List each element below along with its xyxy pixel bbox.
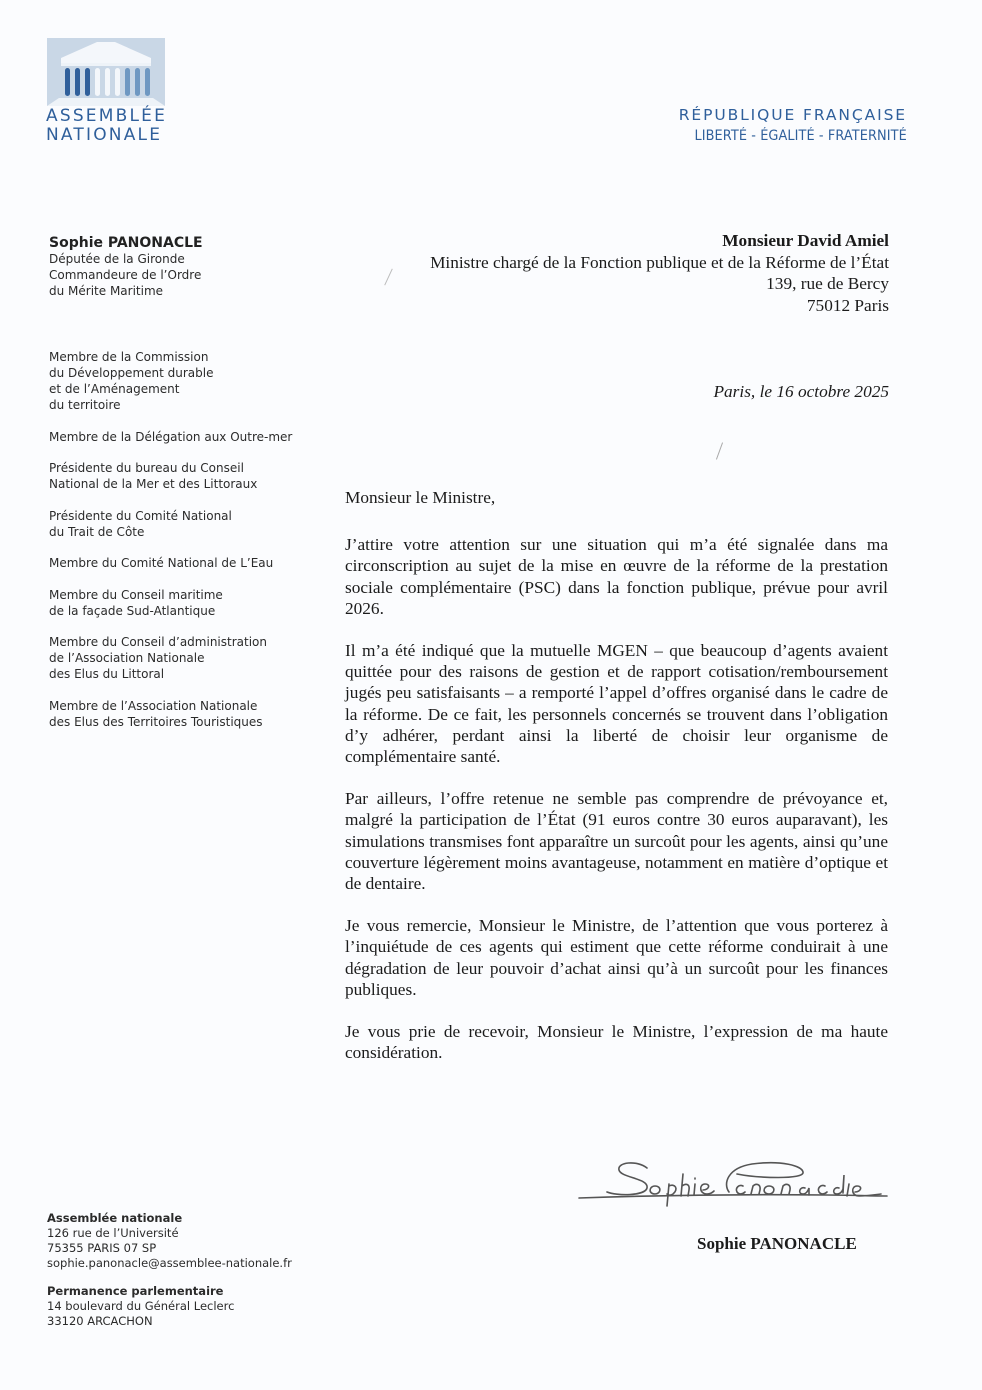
sender-name: Sophie PANONACLE: [49, 235, 203, 251]
footer-addresses: [47, 1211, 347, 1329]
sender-role: Membre du Conseil maritime de la façade Sud-Atlantique: [49, 587, 223, 618]
scan-mark: [716, 442, 723, 459]
recipient-city: 75012 Paris: [806, 295, 889, 315]
sender-role: Membre de la Commission du Développement durable et de l’Aménagement du territoire: [49, 350, 214, 412]
office-email[interactable]: sophie.panonacle@assemblee-nationale.fr: [47, 1256, 292, 1270]
paragraph: Je vous remercie, Monsieur le Ministre, de l’attention que vous porterez à l’inquiétude de ces agents qui estiment que cette réforme conduirait à une dégradation de leur pouvoir d’achat ainsi qu’à un surcoût pour les finances publiques.: [345, 916, 888, 999]
paragraph: Je vous prie de recevoir, Monsieur le Ministre, l’expression de ma haute considération.: [345, 1022, 888, 1063]
sender-title: du Mérite Maritime: [49, 284, 164, 298]
sender-role: Présidente du Comité National du Trait de Côte: [49, 508, 232, 539]
sender-role: Membre du Conseil d’administration de l’Association Nationale des Elus du Littoral: [49, 635, 267, 681]
republic-title: RÉPUBLIQUE FRANÇAISE: [678, 106, 907, 124]
signer-name: Sophie PANONACLE: [697, 1234, 857, 1253]
office-address-line: 126 rue de l’Université: [47, 1226, 179, 1240]
recipient-title: Ministre chargé de la Fonction publique et de la Réforme de l’État: [430, 252, 889, 272]
sender-role: Membre de la Délégation aux Outre-mer: [49, 429, 293, 444]
sender-title: Députée de la Gironde: [49, 252, 185, 266]
republic-motto: LIBERTÉ - ÉGALITÉ - FRATERNITÉ: [694, 128, 907, 144]
letter-body: [345, 487, 888, 1084]
office-address-line: 75355 PARIS 07 SP: [47, 1241, 157, 1255]
sender-roles-list: [49, 349, 339, 745]
handwritten-signature: [577, 1140, 892, 1210]
sender-title: Commandeure de l’Ordre: [49, 268, 202, 282]
scan-mark: [384, 269, 393, 286]
hemicycle-colonnade-icon: [47, 38, 165, 106]
recipient-address: [430, 230, 889, 316]
sender-role: Membre de l’Association Nationale des Elus des Territoires Touristiques: [49, 698, 263, 729]
logo-text-line1: ASSEMBLÉE: [46, 106, 168, 126]
paragraph: Il m’a été indiqué que la mutuelle MGEN – que beaucoup d’agents avaient quittée pour des raisons de gestion et de rapport cotisation/remboursement jugés peu satisfaisants – a remporté l’appel d’offres organisé dans le cadre de la réforme. De ce fait, les personnels concernés se trouvent dans l’obligation d’y adhérer, perdant ainsi la liberté de choisir leur organisme de complémentaire santé.: [345, 641, 888, 767]
constituency-office-heading: Permanence parlementaire: [47, 1284, 224, 1298]
constituency-address-line: 14 boulevard du Général Leclerc: [47, 1299, 235, 1313]
recipient-street: 139, rue de Bercy: [766, 274, 889, 293]
sender-role: Présidente du bureau du Conseil National de la Mer et des Littoraux: [49, 461, 258, 491]
assemblee-nationale-logo: [47, 38, 165, 106]
constituency-address-line: 33120 ARCACHON: [47, 1314, 153, 1328]
sender-role: Membre du Comité National de L’Eau: [49, 556, 274, 570]
recipient-name: Monsieur David Amiel: [722, 231, 889, 250]
paragraph: J’attire votre attention sur une situation qui m’a été signalée dans ma circonscription au sujet de la mise en œuvre de la réforme de la prestation sociale complémentaire (PSC) dans la fonction publique, prévue pour avril 2026.: [345, 535, 888, 618]
salutation: Monsieur le Ministre,: [345, 488, 496, 507]
office-heading: Assemblée nationale: [47, 1211, 183, 1225]
letter-date: Paris, le 16 octobre 2025: [713, 382, 889, 401]
sender-block: [49, 235, 339, 299]
logo-text-line2: NATIONALE: [46, 125, 163, 145]
paragraph: Par ailleurs, l’offre retenue ne semble pas comprendre de prévoyance et, malgré la participation de l’État (91 euros contre 30 euros auparavant), les simulations transmises font apparaître un surcoût pour les agents, ainsi qu’une couverture légèrement moins avantageuse, notamment en matière d’optique et de dentaire.: [345, 789, 888, 894]
